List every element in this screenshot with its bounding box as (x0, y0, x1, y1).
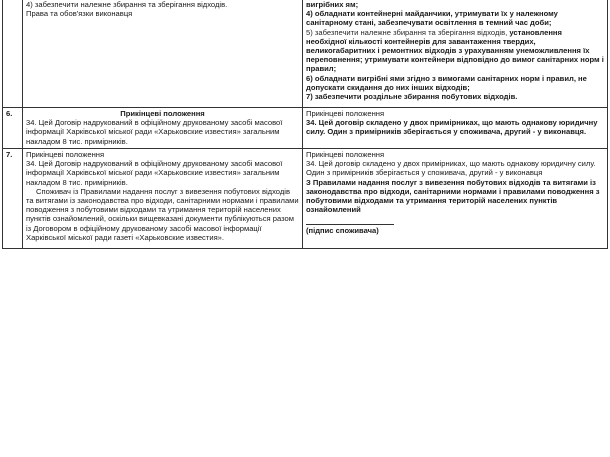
table-row (3, 108, 608, 149)
clause-text-bold: установлення необхідної кількості контейнерів для завантаження твердих, великогабаритних і ремонтних відходів з урахуванням унеможливлення їх переповнення; утримувати контейнери відповідно до вимог санітарних норм і правил; (306, 27, 604, 74)
right-cell (303, 0, 608, 108)
left-cell (23, 149, 303, 249)
clause-text: 6) обладнати вигрібні ями згідно з вимогами санітарних норм і правил, не допускати скидання до них інших відходів; (306, 73, 587, 92)
clause-text: 34. Цей Договір надрукований в офіційному друкованому засобі масової інформації Харківської міської ради «Харьковские известия» загальним накладом 8 тис. примірників. (26, 159, 283, 187)
clause-text: 7) забезпечити роздільне збирання побутових відходів. (306, 92, 518, 102)
clause-text: 4) обладнати контейнерні майданчики, утримувати їх у належному санітарному стані, забезпечувати освітлення в темний час доби; (306, 9, 558, 28)
section-heading: Прикінцеві положення (26, 150, 105, 159)
table-row (3, 0, 608, 108)
row-number: 6. (3, 108, 23, 149)
clause-text (306, 28, 604, 74)
section-heading: Прикінцеві положення (306, 150, 385, 159)
clause-text: вигрібних ям; (306, 0, 359, 9)
row-number (3, 0, 23, 108)
signature-block (306, 216, 604, 235)
right-cell (303, 108, 608, 149)
section-heading: Права та обов'язки виконавця (26, 9, 133, 19)
clause-text: 34. Цей Договір надрукований в офіційному друкованому засобі масової інформації Харківської міської ради «Харьковские известия» загальним накладом 8 тис. примірників. (26, 118, 283, 146)
row-number: 7. (3, 149, 23, 249)
clause-text: Споживач із Правилами надання послуг з вивезення побутових відходів та витягами із законодавства про відходи, санітарними нормами і правилами поводження з побутовими відходами та утримання територій населених пунктів ознайомлений, оскільки вищевказані документи публікуються разом із Договором в офіційному друкованому засобі масової інформації Харківської міської ради газеті «Харьковские известия». (26, 186, 299, 242)
signature-label: (підпис споживача) (306, 226, 379, 236)
clause-text: 4) забезпечити належне збирання та зберігання відходів. (26, 0, 228, 9)
left-cell (23, 108, 303, 149)
clause-text: З Правилами надання послуг з вивезення побутових відходів та витягами із законодавства про відходи, санітарними нормами і правилами поводження з побутовими відходами та утримання територій населених пунктів ознайомлений (306, 177, 600, 215)
clause-text-regular: 5) забезпечити належне збирання та зберігання відходів, (306, 27, 510, 37)
clause-text: 34. Цей договір складено у двох примірниках, що мають однакову юридичну силу. Один з примірників зберігається у споживача, другий - у виконавця. (306, 118, 598, 137)
signature-line (306, 216, 394, 225)
clause-text: 34. Цей договір складено у двох примірниках, що мають однакову юридичну силу. Один з примірників зберігається у споживача, другий - у виконавця (306, 159, 596, 178)
left-cell (23, 0, 303, 108)
section-heading: Прикінцеві положення (120, 109, 205, 118)
right-cell (303, 149, 608, 249)
contract-comparison-table (2, 0, 608, 249)
section-heading: Прикінцеві положення (306, 109, 385, 118)
table-row (3, 149, 608, 249)
